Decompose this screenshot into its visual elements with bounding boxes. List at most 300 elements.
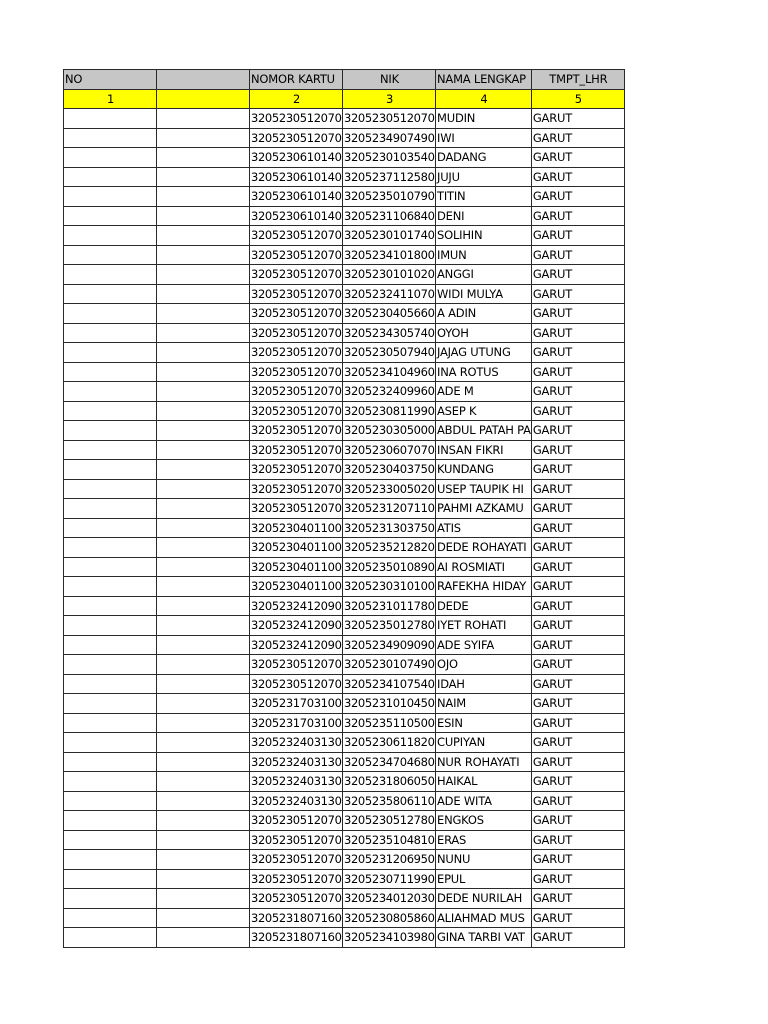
cell-no[interactable]	[64, 362, 157, 382]
cell-no[interactable]	[64, 908, 157, 928]
cell-nomor-kartu[interactable]: 3205230512070	[250, 362, 343, 382]
cell-nomor-kartu[interactable]: 3205231703100	[250, 694, 343, 714]
cell-blank[interactable]	[157, 791, 250, 811]
table-row	[64, 596, 625, 616]
cell-nik[interactable]: 3205230101740	[343, 226, 436, 246]
cell-nama-lengkap[interactable]: ALIAHMAD MUS	[436, 908, 532, 928]
cell-nomor-kartu[interactable]: 3205230512070	[250, 265, 343, 285]
cell-nomor-kartu[interactable]: 3205230512070	[250, 811, 343, 831]
cell-nik[interactable]: 3205234704680	[343, 752, 436, 772]
cell-tmpt-lhr[interactable]: GARUT	[531, 499, 624, 519]
cell-nik[interactable]: 3205234104960	[343, 362, 436, 382]
cell-nomor-kartu[interactable]: 3205230512070	[250, 460, 343, 480]
cell-tmpt-lhr[interactable]: GARUT	[531, 245, 624, 265]
cell-tmpt-lhr[interactable]: GARUT	[531, 421, 624, 441]
cell-nik[interactable]: 3205234012030	[343, 889, 436, 909]
header-cell-nomor-kartu[interactable]: NOMOR KARTU	[250, 70, 343, 90]
cell-nik[interactable]: 3205230101020	[343, 265, 436, 285]
cell-blank[interactable]	[157, 616, 250, 636]
cell-nik[interactable]: 3205235212820	[343, 538, 436, 558]
cell-blank[interactable]	[157, 362, 250, 382]
cell-nama-lengkap[interactable]: EPUL	[436, 869, 532, 889]
cell-nik[interactable]: 3205235110500	[343, 713, 436, 733]
cell-blank[interactable]	[157, 772, 250, 792]
cell-no[interactable]	[64, 772, 157, 792]
cell-no[interactable]	[64, 421, 157, 441]
cell-nik[interactable]: 3205235012780	[343, 616, 436, 636]
cell-nomor-kartu[interactable]: 3205230610140	[250, 206, 343, 226]
cell-tmpt-lhr[interactable]: GARUT	[531, 226, 624, 246]
cell-nama-lengkap[interactable]: NUR ROHAYATI	[436, 752, 532, 772]
cell-nik[interactable]: 3205231010450	[343, 694, 436, 714]
table-row	[64, 889, 625, 909]
cell-no[interactable]	[64, 713, 157, 733]
cell-nik[interactable]: 3205234305740	[343, 323, 436, 343]
cell-tmpt-lhr[interactable]: GARUT	[531, 518, 624, 538]
cell-blank[interactable]	[157, 382, 250, 402]
cell-no[interactable]	[64, 304, 157, 324]
cell-nama-lengkap[interactable]: INA ROTUS	[436, 362, 532, 382]
cell-tmpt-lhr[interactable]: GARUT	[531, 674, 624, 694]
cell-nomor-kartu[interactable]: 3205230512070	[250, 421, 343, 441]
table-row	[64, 518, 625, 538]
cell-no[interactable]	[64, 499, 157, 519]
cell-blank[interactable]	[157, 733, 250, 753]
cell-no[interactable]	[64, 850, 157, 870]
index-cell-5[interactable]: 5	[531, 89, 624, 109]
cell-nik[interactable]: 3205234101800	[343, 245, 436, 265]
cell-nik[interactable]: 3205230403750	[343, 460, 436, 480]
cell-nama-lengkap[interactable]: CUPIYAN	[436, 733, 532, 753]
table-row	[64, 674, 625, 694]
cell-nomor-kartu[interactable]: 3205232403130	[250, 772, 343, 792]
cell-no[interactable]	[64, 811, 157, 831]
cell-tmpt-lhr[interactable]: GARUT	[531, 187, 624, 207]
cell-nik[interactable]: 3205233005020	[343, 479, 436, 499]
cell-nomor-kartu[interactable]: 3205230512070	[250, 869, 343, 889]
cell-nomor-kartu[interactable]: 3205230512070	[250, 479, 343, 499]
cell-nik[interactable]: 3205230512780	[343, 811, 436, 831]
cell-nomor-kartu[interactable]: 3205230512070	[250, 499, 343, 519]
cell-nomor-kartu[interactable]: 3205230512070	[250, 440, 343, 460]
table-row	[64, 713, 625, 733]
cell-nomor-kartu[interactable]: 3205230512070	[250, 304, 343, 324]
cell-nama-lengkap[interactable]: NUNU	[436, 850, 532, 870]
cell-no[interactable]	[64, 791, 157, 811]
cell-nik[interactable]: 3205230310100	[343, 577, 436, 597]
table-row	[64, 304, 625, 324]
cell-no[interactable]	[64, 206, 157, 226]
cell-no[interactable]	[64, 635, 157, 655]
cell-nama-lengkap[interactable]: KUNDANG	[436, 460, 532, 480]
index-cell-1[interactable]: 1	[64, 89, 157, 109]
cell-blank[interactable]	[157, 538, 250, 558]
cell-blank[interactable]	[157, 635, 250, 655]
cell-nomor-kartu[interactable]: 3205231807160	[250, 928, 343, 948]
cell-nik[interactable]: 3205231303750	[343, 518, 436, 538]
cell-nik[interactable]: 3205234103980	[343, 928, 436, 948]
cell-blank[interactable]	[157, 869, 250, 889]
cell-no[interactable]	[64, 479, 157, 499]
cell-no[interactable]	[64, 830, 157, 850]
cell-nik[interactable]: 3205231206950	[343, 850, 436, 870]
cell-nomor-kartu[interactable]: 3205232412090	[250, 616, 343, 636]
cell-nama-lengkap[interactable]: IDAH	[436, 674, 532, 694]
cell-no[interactable]	[64, 928, 157, 948]
cell-no[interactable]	[64, 128, 157, 148]
cell-nomor-kartu[interactable]: 3205231703100	[250, 713, 343, 733]
cell-tmpt-lhr[interactable]: GARUT	[531, 772, 624, 792]
cell-nomor-kartu[interactable]: 3205230610140	[250, 167, 343, 187]
cell-blank[interactable]	[157, 401, 250, 421]
cell-blank[interactable]	[157, 226, 250, 246]
cell-nomor-kartu[interactable]: 3205232403130	[250, 791, 343, 811]
cell-tmpt-lhr[interactable]: GARUT	[531, 109, 624, 129]
cell-no[interactable]	[64, 616, 157, 636]
cell-nama-lengkap[interactable]: INSAN FIKRI	[436, 440, 532, 460]
cell-no[interactable]	[64, 596, 157, 616]
cell-no[interactable]	[64, 187, 157, 207]
cell-nomor-kartu[interactable]: 3205231807160	[250, 908, 343, 928]
cell-blank[interactable]	[157, 148, 250, 168]
cell-nama-lengkap[interactable]: ESIN	[436, 713, 532, 733]
table-row	[64, 362, 625, 382]
cell-blank[interactable]	[157, 694, 250, 714]
cell-nik[interactable]: 3205232409960	[343, 382, 436, 402]
cell-nik[interactable]: 3205235806110	[343, 791, 436, 811]
cell-no[interactable]	[64, 265, 157, 285]
table-row	[64, 265, 625, 285]
cell-no[interactable]	[64, 655, 157, 675]
cell-nomor-kartu[interactable]: 3205230610140	[250, 187, 343, 207]
cell-no[interactable]	[64, 889, 157, 909]
cell-tmpt-lhr[interactable]: GARUT	[531, 850, 624, 870]
index-cell-2[interactable]: 2	[250, 89, 343, 109]
cell-nama-lengkap[interactable]: ADE WITA	[436, 791, 532, 811]
cell-nik[interactable]: 3205237112580	[343, 167, 436, 187]
cell-nomor-kartu[interactable]: 3205230512070	[250, 245, 343, 265]
cell-nomor-kartu[interactable]: 3205230512070	[250, 343, 343, 363]
cell-blank[interactable]	[157, 811, 250, 831]
cell-no[interactable]	[64, 440, 157, 460]
cell-nama-lengkap[interactable]: OJO	[436, 655, 532, 675]
table-row	[64, 811, 625, 831]
cell-tmpt-lhr[interactable]: GARUT	[531, 265, 624, 285]
index-cell-3[interactable]: 3	[343, 89, 436, 109]
cell-nama-lengkap[interactable]: MUDIN	[436, 109, 532, 129]
cell-nama-lengkap[interactable]: ANGGI	[436, 265, 532, 285]
cell-nik[interactable]: 3205230405660	[343, 304, 436, 324]
cell-no[interactable]	[64, 148, 157, 168]
cell-tmpt-lhr[interactable]: GARUT	[531, 811, 624, 831]
cell-tmpt-lhr[interactable]: GARUT	[531, 538, 624, 558]
cell-blank[interactable]	[157, 518, 250, 538]
cell-nomor-kartu[interactable]: 3205232412090	[250, 635, 343, 655]
cell-blank[interactable]	[157, 304, 250, 324]
cell-no[interactable]	[64, 226, 157, 246]
cell-blank[interactable]	[157, 128, 250, 148]
cell-nama-lengkap[interactable]: GINA TARBI VAT	[436, 928, 532, 948]
table-row	[64, 791, 625, 811]
cell-no[interactable]	[64, 674, 157, 694]
cell-no[interactable]	[64, 752, 157, 772]
cell-blank[interactable]	[157, 440, 250, 460]
cell-blank[interactable]	[157, 830, 250, 850]
cell-nama-lengkap[interactable]: DENI	[436, 206, 532, 226]
cell-no[interactable]	[64, 460, 157, 480]
cell-nik[interactable]: 3205231011780	[343, 596, 436, 616]
table-row	[64, 226, 625, 246]
cell-tmpt-lhr[interactable]: GARUT	[531, 323, 624, 343]
cell-tmpt-lhr[interactable]: GARUT	[531, 694, 624, 714]
cell-tmpt-lhr[interactable]: GARUT	[531, 148, 624, 168]
cell-no[interactable]	[64, 323, 157, 343]
table-row	[64, 187, 625, 207]
table-row	[64, 382, 625, 402]
table-row	[64, 869, 625, 889]
cell-no[interactable]	[64, 109, 157, 129]
header-cell-no[interactable]: NO	[64, 70, 157, 90]
cell-blank[interactable]	[157, 499, 250, 519]
cell-nomor-kartu[interactable]: 3205230512070	[250, 226, 343, 246]
cell-nama-lengkap[interactable]: ERAS	[436, 830, 532, 850]
table-row	[64, 206, 625, 226]
cell-blank[interactable]	[157, 596, 250, 616]
cell-tmpt-lhr[interactable]: GARUT	[531, 440, 624, 460]
index-cell-blank[interactable]	[157, 89, 250, 109]
header-cell-nama-lengkap[interactable]: NAMA LENGKAP	[436, 70, 532, 90]
cell-nomor-kartu[interactable]: 3205230512070	[250, 655, 343, 675]
cell-nik[interactable]: 3205230607070	[343, 440, 436, 460]
cell-nik[interactable]: 3205230305000	[343, 421, 436, 441]
cell-nomor-kartu[interactable]: 3205230401100	[250, 538, 343, 558]
cell-nik[interactable]: 3205230507940	[343, 343, 436, 363]
table-row	[64, 460, 625, 480]
cell-nik[interactable]: 3205235010790	[343, 187, 436, 207]
cell-no[interactable]	[64, 401, 157, 421]
cell-tmpt-lhr[interactable]: GARUT	[531, 713, 624, 733]
cell-nik[interactable]: 3205230107490	[343, 655, 436, 675]
cell-nama-lengkap[interactable]: PAHMI AZKAMU	[436, 499, 532, 519]
cell-no[interactable]	[64, 382, 157, 402]
cell-blank[interactable]	[157, 245, 250, 265]
cell-nama-lengkap[interactable]: ENGKOS	[436, 811, 532, 831]
cell-blank[interactable]	[157, 655, 250, 675]
cell-no[interactable]	[64, 694, 157, 714]
cell-blank[interactable]	[157, 265, 250, 285]
cell-nama-lengkap[interactable]: NAIM	[436, 694, 532, 714]
cell-blank[interactable]	[157, 206, 250, 226]
header-cell-nik[interactable]: NIK	[343, 70, 436, 90]
cell-nik[interactable]: 3205230805860	[343, 908, 436, 928]
table-row	[64, 479, 625, 499]
cell-nama-lengkap[interactable]: DADANG	[436, 148, 532, 168]
cell-nik[interactable]: 3205231106840	[343, 206, 436, 226]
cell-nama-lengkap[interactable]: ASEP K	[436, 401, 532, 421]
cell-tmpt-lhr[interactable]: GARUT	[531, 889, 624, 909]
cell-tmpt-lhr[interactable]: GARUT	[531, 733, 624, 753]
cell-tmpt-lhr[interactable]: GARUT	[531, 752, 624, 772]
cell-nama-lengkap[interactable]: ADE M	[436, 382, 532, 402]
table-row	[64, 655, 625, 675]
cell-nama-lengkap[interactable]: DEDE ROHAYATI	[436, 538, 532, 558]
cell-tmpt-lhr[interactable]: GARUT	[531, 908, 624, 928]
cell-nik[interactable]: 3205230611820	[343, 733, 436, 753]
cell-nomor-kartu[interactable]: 3205230512070	[250, 323, 343, 343]
cell-no[interactable]	[64, 869, 157, 889]
cell-nomor-kartu[interactable]: 3205230512070	[250, 284, 343, 304]
cell-nik[interactable]: 3205231207110	[343, 499, 436, 519]
cell-nomor-kartu[interactable]: 3205230401100	[250, 557, 343, 577]
cell-blank[interactable]	[157, 908, 250, 928]
cell-nomor-kartu[interactable]: 3205230512070	[250, 830, 343, 850]
cell-nomor-kartu[interactable]: 3205230401100	[250, 518, 343, 538]
cell-nama-lengkap[interactable]: IYET ROHATI	[436, 616, 532, 636]
cell-nama-lengkap[interactable]: TITIN	[436, 187, 532, 207]
cell-tmpt-lhr[interactable]: GARUT	[531, 343, 624, 363]
cell-nik[interactable]: 3205234107540	[343, 674, 436, 694]
cell-blank[interactable]	[157, 674, 250, 694]
cell-nama-lengkap[interactable]: DEDE NURILAH	[436, 889, 532, 909]
cell-nama-lengkap[interactable]: IWI	[436, 128, 532, 148]
table-row	[64, 109, 625, 129]
cell-tmpt-lhr[interactable]: GARUT	[531, 557, 624, 577]
cell-no[interactable]	[64, 733, 157, 753]
cell-tmpt-lhr[interactable]: GARUT	[531, 616, 624, 636]
cell-tmpt-lhr[interactable]: GARUT	[531, 655, 624, 675]
cell-nomor-kartu[interactable]: 3205230512070	[250, 382, 343, 402]
cell-nama-lengkap[interactable]: DEDE	[436, 596, 532, 616]
cell-nik[interactable]: 3205235104810	[343, 830, 436, 850]
cell-no[interactable]	[64, 167, 157, 187]
cell-nik[interactable]: 3205231806050	[343, 772, 436, 792]
cell-blank[interactable]	[157, 109, 250, 129]
cell-nama-lengkap[interactable]: A ADIN	[436, 304, 532, 324]
cell-tmpt-lhr[interactable]: GARUT	[531, 596, 624, 616]
table-row	[64, 752, 625, 772]
cell-no[interactable]	[64, 577, 157, 597]
table-row	[64, 694, 625, 714]
index-cell-4[interactable]: 4	[436, 89, 532, 109]
cell-nama-lengkap[interactable]: ATIS	[436, 518, 532, 538]
cell-nik[interactable]: 3205230512070	[343, 109, 436, 129]
header-cell-blank[interactable]	[157, 70, 250, 90]
cell-nomor-kartu[interactable]: 3205230512070	[250, 401, 343, 421]
cell-nama-lengkap[interactable]: JUJU	[436, 167, 532, 187]
cell-nama-lengkap[interactable]: SOLIHIN	[436, 226, 532, 246]
cell-no[interactable]	[64, 557, 157, 577]
cell-tmpt-lhr[interactable]: GARUT	[531, 284, 624, 304]
cell-no[interactable]	[64, 538, 157, 558]
cell-blank[interactable]	[157, 752, 250, 772]
spreadsheet-table	[63, 69, 625, 948]
cell-nomor-kartu[interactable]: 3205230512070	[250, 128, 343, 148]
cell-tmpt-lhr[interactable]: GARUT	[531, 304, 624, 324]
cell-no[interactable]	[64, 245, 157, 265]
cell-nama-lengkap[interactable]: RAFEKHA HIDAY	[436, 577, 532, 597]
cell-blank[interactable]	[157, 460, 250, 480]
cell-no[interactable]	[64, 284, 157, 304]
cell-nik[interactable]: 3205230103540	[343, 148, 436, 168]
cell-nik[interactable]: 3205235010890	[343, 557, 436, 577]
header-cell-tmpt-lhr[interactable]: TMPT_LHR	[531, 70, 624, 90]
cell-nama-lengkap[interactable]: AI ROSMIATI	[436, 557, 532, 577]
cell-blank[interactable]	[157, 577, 250, 597]
cell-nik[interactable]: 3205230711990	[343, 869, 436, 889]
cell-nomor-kartu[interactable]: 3205230512070	[250, 889, 343, 909]
cell-blank[interactable]	[157, 167, 250, 187]
cell-blank[interactable]	[157, 557, 250, 577]
table-row	[64, 323, 625, 343]
cell-blank[interactable]	[157, 479, 250, 499]
cell-nomor-kartu[interactable]: 3205230512070	[250, 850, 343, 870]
cell-tmpt-lhr[interactable]: GARUT	[531, 830, 624, 850]
cell-blank[interactable]	[157, 421, 250, 441]
cell-tmpt-lhr[interactable]: GARUT	[531, 167, 624, 187]
cell-no[interactable]	[64, 343, 157, 363]
table-row	[64, 499, 625, 519]
cell-blank[interactable]	[157, 343, 250, 363]
cell-nik[interactable]: 3205234907490	[343, 128, 436, 148]
cell-tmpt-lhr[interactable]: GARUT	[531, 928, 624, 948]
cell-nomor-kartu[interactable]: 3205232403130	[250, 752, 343, 772]
cell-nama-lengkap[interactable]: ABDUL PATAH PA	[436, 421, 532, 441]
table-row	[64, 245, 625, 265]
cell-nomor-kartu[interactable]: 3205232403130	[250, 733, 343, 753]
cell-tmpt-lhr[interactable]: GARUT	[531, 577, 624, 597]
cell-nama-lengkap[interactable]: OYOH	[436, 323, 532, 343]
cell-tmpt-lhr[interactable]: GARUT	[531, 382, 624, 402]
table-row	[64, 440, 625, 460]
cell-no[interactable]	[64, 518, 157, 538]
cell-tmpt-lhr[interactable]: GARUT	[531, 479, 624, 499]
cell-blank[interactable]	[157, 284, 250, 304]
cell-nomor-kartu[interactable]: 3205230512070	[250, 109, 343, 129]
cell-blank[interactable]	[157, 889, 250, 909]
cell-tmpt-lhr[interactable]: GARUT	[531, 128, 624, 148]
cell-blank[interactable]	[157, 713, 250, 733]
cell-nomor-kartu[interactable]: 3205232412090	[250, 596, 343, 616]
cell-nama-lengkap[interactable]: ADE SYIFA	[436, 635, 532, 655]
cell-nik[interactable]: 3205234909090	[343, 635, 436, 655]
cell-nama-lengkap[interactable]: IMUN	[436, 245, 532, 265]
cell-nomor-kartu[interactable]: 3205230512070	[250, 674, 343, 694]
cell-blank[interactable]	[157, 850, 250, 870]
cell-nik[interactable]: 3205230811990	[343, 401, 436, 421]
cell-nik[interactable]: 3205232411070	[343, 284, 436, 304]
cell-tmpt-lhr[interactable]: GARUT	[531, 401, 624, 421]
cell-nama-lengkap[interactable]: USEP TAUPIK HI	[436, 479, 532, 499]
cell-blank[interactable]	[157, 928, 250, 948]
cell-tmpt-lhr[interactable]: GARUT	[531, 460, 624, 480]
table-row	[64, 401, 625, 421]
cell-tmpt-lhr[interactable]: GARUT	[531, 869, 624, 889]
cell-nama-lengkap[interactable]: WIDI MULYA	[436, 284, 532, 304]
cell-tmpt-lhr[interactable]: GARUT	[531, 362, 624, 382]
table-row	[64, 850, 625, 870]
cell-nomor-kartu[interactable]: 3205230401100	[250, 577, 343, 597]
cell-blank[interactable]	[157, 323, 250, 343]
table-row	[64, 343, 625, 363]
cell-tmpt-lhr[interactable]: GARUT	[531, 635, 624, 655]
cell-tmpt-lhr[interactable]: GARUT	[531, 206, 624, 226]
cell-blank[interactable]	[157, 187, 250, 207]
cell-nomor-kartu[interactable]: 3205230610140	[250, 148, 343, 168]
cell-nama-lengkap[interactable]: JAJAG UTUNG	[436, 343, 532, 363]
cell-tmpt-lhr[interactable]: GARUT	[531, 791, 624, 811]
cell-nama-lengkap[interactable]: HAIKAL	[436, 772, 532, 792]
table-row	[64, 284, 625, 304]
